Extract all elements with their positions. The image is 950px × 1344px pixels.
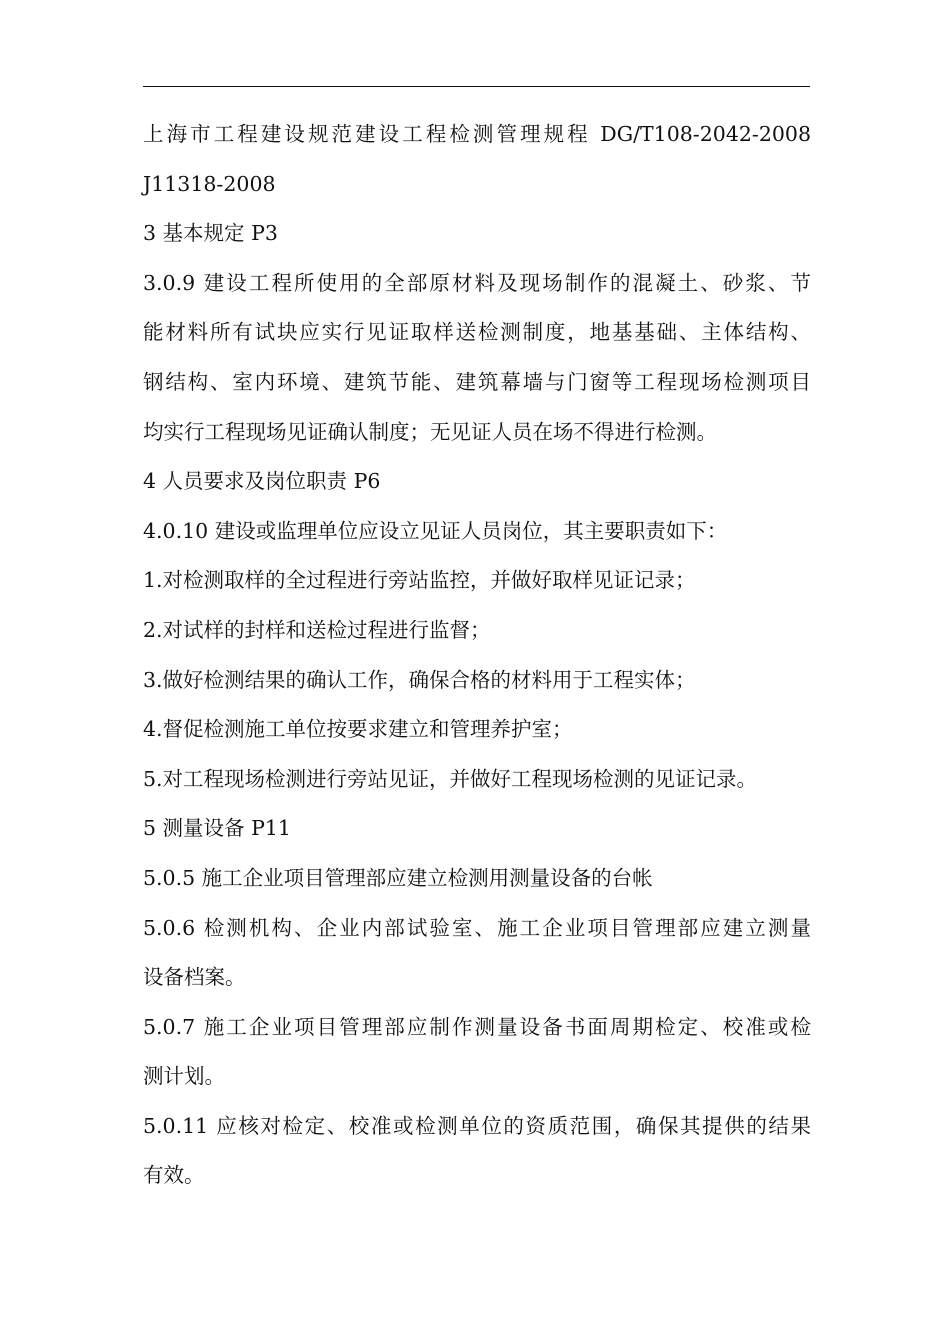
clause-3-0-9-line-2: 能材料所有试块应实行见证取样送检测制度，地基基础、主体结构、 <box>143 320 811 345</box>
duty-item-2: 2.对试样的封样和送检过程进行监督； <box>143 617 491 642</box>
section-heading-3: 3 基本规定 P3 <box>143 221 278 246</box>
section-heading-5: 5 测量设备 P11 <box>143 816 291 841</box>
clause-5-0-5: 5.0.5 施工企业项目管理部应建立检测用测量设备的台帐 <box>143 865 653 890</box>
clause-4-0-10: 4.0.10 建设或监理单位应设立见证人员岗位，其主要职责如下： <box>143 518 728 543</box>
standard-title: 上海市工程建设规范建设工程检测管理规程 DG/T108-2042-2008 <box>143 122 811 146</box>
document-body <box>143 114 811 1205</box>
clause-5-0-6-line-2: 设备档案。 <box>143 965 246 990</box>
duty-item-1: 1.对检测取样的全过程进行旁站监控，并做好取样见证记录； <box>143 568 696 593</box>
clause-5-0-11-line-2: 有效。 <box>143 1163 205 1188</box>
clause-5-0-7-line-1: 5.0.7 施工企业项目管理部应制作测量设备书面周期检定、校准或检 <box>143 1014 811 1039</box>
duty-item-4: 4.督促检测施工单位按要求建立和管理养护室； <box>143 717 573 742</box>
duty-item-3: 3.做好检测结果的确认工作，确保合格的材料用于工程实体； <box>143 667 696 692</box>
clause-5-0-7-line-2: 测计划。 <box>143 1064 225 1089</box>
clause-5-0-11-line-1: 5.0.11 应核对检定、校准或检测单位的资质范围，确保其提供的结果 <box>143 1113 811 1138</box>
clause-3-0-9-line-1: 3.0.9 建设工程所使用的全部原材料及现场制作的混凝土、砂浆、节 <box>143 270 811 295</box>
clause-3-0-9-line-4: 均实行工程现场见证确认制度；无见证人员在场不得进行检测。 <box>143 419 717 444</box>
clause-3-0-9-line-3: 钢结构、室内环境、建筑节能、建筑幕墙与门窗等工程现场检测项目 <box>143 369 811 394</box>
header-rule <box>143 86 810 87</box>
standard-code: J11318-2008 <box>143 171 276 196</box>
section-heading-4: 4 人员要求及岗位职责 P6 <box>143 469 381 494</box>
clause-5-0-6-line-1: 5.0.6 检测机构、企业内部试验室、施工企业项目管理部应建立测量 <box>143 915 811 940</box>
duty-item-5: 5.对工程现场检测进行旁站见证，并做好工程现场检测的见证记录。 <box>143 766 758 791</box>
